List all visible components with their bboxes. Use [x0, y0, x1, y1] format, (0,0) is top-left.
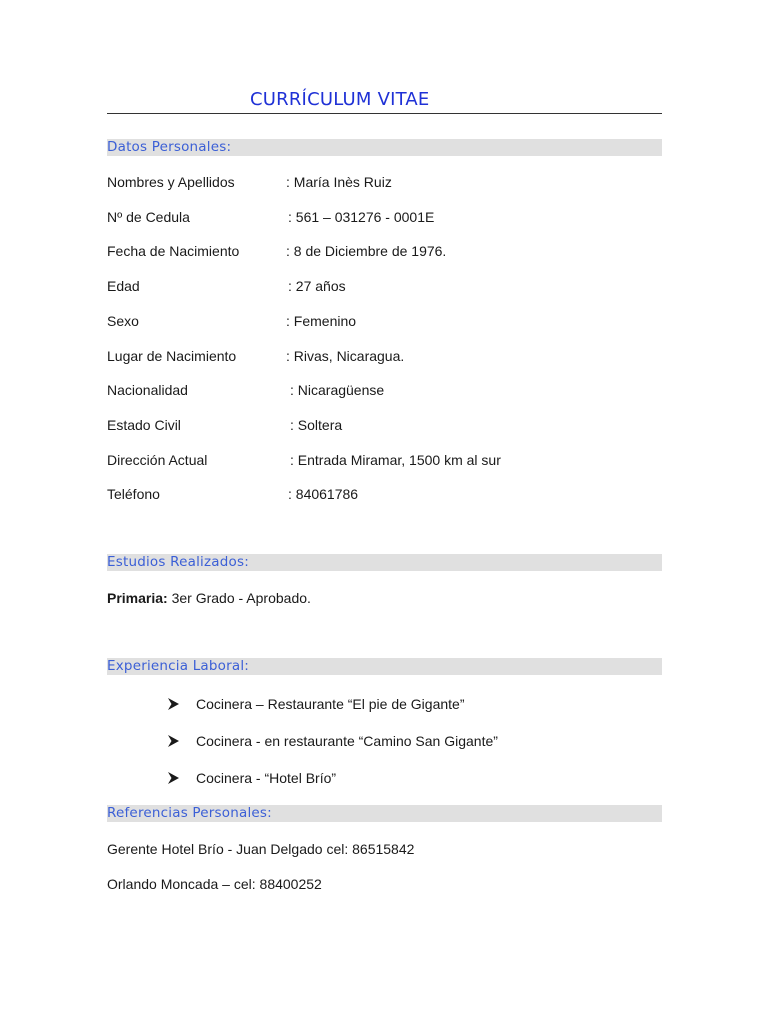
studies-level-label: Primaria:: [107, 590, 168, 606]
studies-level-value: 3er Grado - Aprobado.: [167, 590, 311, 606]
section-heading: Datos Personales:: [107, 139, 232, 155]
section-heading: Referencias Personales:: [107, 805, 272, 821]
field-label-birthdate: Fecha de Nacimiento: [107, 243, 240, 259]
field-value-age: : 27 años: [288, 278, 346, 294]
field-label-id: Nº de Cedula: [107, 209, 190, 225]
title-underline: [107, 113, 662, 114]
field-value-civil-status: : Soltera: [290, 417, 343, 433]
section-studies: [107, 554, 662, 571]
reference-item: Gerente Hotel Brío - Juan Delgado cel: 86515842: [107, 841, 415, 857]
field-value-name: : María Inès Ruiz: [286, 174, 392, 190]
field-label-age: Edad: [107, 278, 140, 294]
field-label-nationality: Nacionalidad: [107, 382, 188, 398]
field-label-address: Dirección Actual: [107, 452, 208, 468]
section-heading: Experiencia Laboral:: [107, 658, 250, 674]
field-value-nationality: : Nicaragüense: [290, 382, 385, 398]
field-value-birthplace: : Rivas, Nicaragua.: [286, 348, 405, 364]
field-label-name: Nombres y Apellidos: [107, 174, 235, 190]
arrow-bullet-icon: [168, 772, 179, 784]
arrow-bullet-icon: [168, 698, 179, 710]
section-personal-data: [107, 139, 662, 156]
cv-title: CURRÍCULUM VITAE: [250, 89, 430, 110]
field-value-phone: : 84061786: [288, 486, 359, 502]
section-experience: [107, 658, 662, 675]
experience-item: Cocinera - “Hotel Brío”: [196, 770, 337, 786]
section-heading: Estudios Realizados:: [107, 554, 249, 570]
field-value-birthdate: : 8 de Diciembre de 1976.: [286, 243, 447, 259]
field-value-address: : Entrada Miramar, 1500 km al sur: [290, 452, 501, 468]
field-label-phone: Teléfono: [107, 486, 160, 502]
experience-item: Cocinera – Restaurante “El pie de Gigante”: [196, 696, 465, 712]
field-value-sex: : Femenino: [286, 313, 357, 329]
field-label-birthplace: Lugar de Nacimiento: [107, 348, 237, 364]
field-value-id: : 561 – 031276 - 0001E: [288, 209, 435, 225]
field-label-sex: Sexo: [107, 313, 139, 329]
arrow-bullet-icon: [168, 735, 179, 747]
experience-item: Cocinera - en restaurante “Camino San Gigante”: [196, 733, 498, 749]
section-references: [107, 805, 662, 822]
field-label-civil-status: Estado Civil: [107, 417, 181, 433]
reference-item: Orlando Moncada – cel: 88400252: [107, 876, 322, 892]
studies-line: [107, 589, 311, 607]
